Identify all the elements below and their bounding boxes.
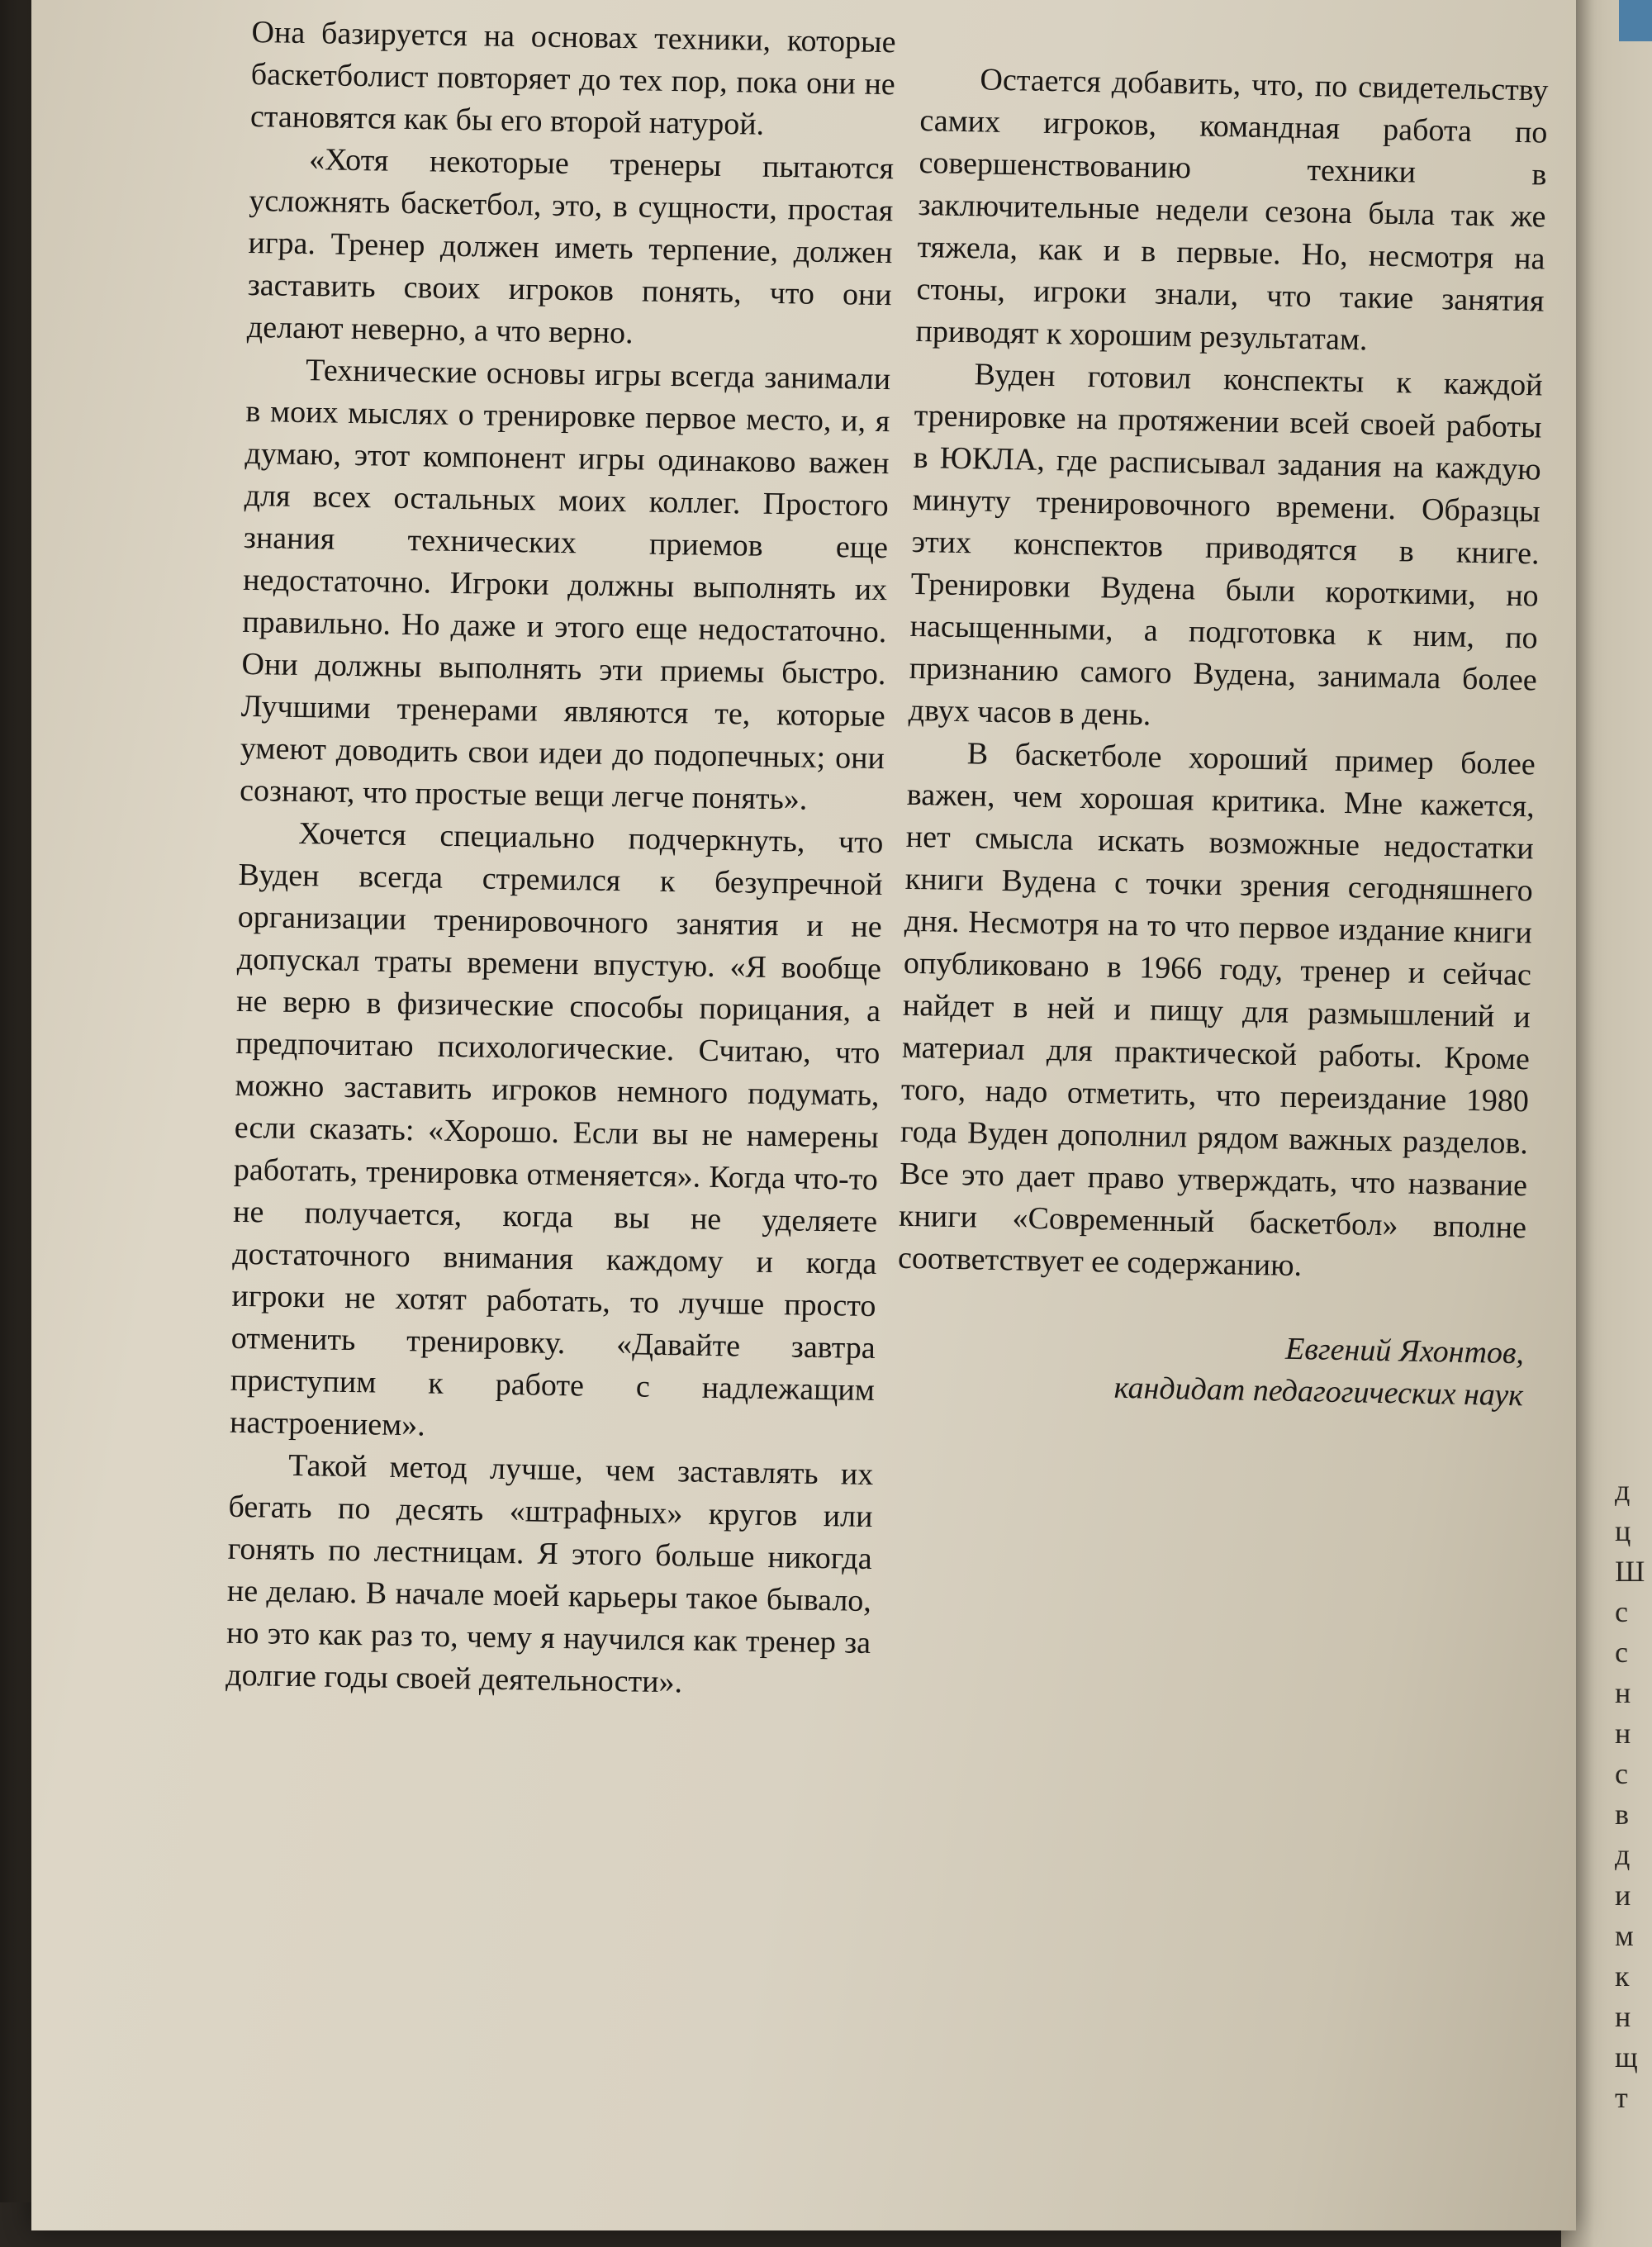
fragment: м bbox=[1615, 1919, 1634, 1952]
fragment: с bbox=[1615, 1636, 1628, 1669]
fragment: Ш bbox=[1615, 1555, 1645, 1588]
fragment: ц bbox=[1615, 1514, 1631, 1547]
paragraph: Хочется специально подчеркнуть, что Вуден всегда стремился к безупречной организации тренировочного занятия и не допускал траты времени впустую. «Я вообще не верю в физические способы порицания, а предпочитаю психологические. Считаю, что можно заставить игроков немного подумать, если сказать: «Хорошо. Если вы не намерены работать, тренировка отменяется». Когда что-то не получается, когда вы не уделяете достаточного внимания каждому и когда игроки не хотят работать, то лучше просто отменить тренировку. «Давайте завтра приступим к работе с надлежащим настроением». bbox=[229, 816, 884, 1443]
fragment: т bbox=[1615, 2081, 1628, 2114]
signature-name: Евгений Яхонтов, bbox=[1284, 1331, 1525, 1371]
right-text-column bbox=[895, 58, 1549, 1417]
paragraph: Технические основы игры всегда занимали в моих мыслях о тренировке первое место, и, я думаю, этот компонент игры одинаково важен для всех остальных моих коллег. Простого знания технических приемов еще недостаточно. Игроки должны выполнять их правильно. Но даже и этого еще недостаточно. Они должны выполнять эти приемы быстро. Лучшими тренерами являются те, которые умеют доводить свои идеи до подопечных; они сознают, что простые вещи легче понять». bbox=[239, 353, 891, 817]
adjacent-page-fragments bbox=[1615, 1470, 1652, 2118]
fragment: в bbox=[1615, 1798, 1629, 1831]
fragment: с bbox=[1615, 1595, 1628, 1628]
signature-title: кандидат педагогических наук bbox=[1113, 1370, 1524, 1413]
blue-corner-object bbox=[1619, 0, 1652, 41]
fragment: д bbox=[1615, 1474, 1631, 1507]
fragment: щ bbox=[1615, 2040, 1638, 2074]
fragment: д bbox=[1615, 1838, 1631, 1871]
paragraph: «Хотя некоторые тренеры пытаются усложнять баскетбол, это, в сущности, простая игра. Тренер должен иметь терпение, должен заставить своих игроков понять, что они делают неверно, а что верно. bbox=[246, 142, 895, 351]
fragment: н bbox=[1615, 1676, 1631, 1709]
fragment: с bbox=[1615, 1757, 1628, 1790]
paragraph: Она базируется на основах техники, которые баскетболист повторяет до тех пор, пока они не становятся как бы его второй натурой. bbox=[249, 14, 896, 142]
paragraph: Такой метод лучше, чем заставлять их бегать по десять «штрафных» кругов или гонять по лестницам. Я этого больше никогда не делаю. В начале моей карьеры такое бывало, но это как раз то, чему я научился как тренер за долгие годы своей деятельности». bbox=[225, 1447, 874, 1700]
fragment: к bbox=[1615, 1960, 1630, 1993]
signature-block bbox=[895, 1321, 1525, 1418]
fragment: и bbox=[1615, 1879, 1631, 1912]
paragraph: Вуден готовил конспекты к каждой тренировке на протяжении всей своей работы в ЮКЛА, где расписывал задания на каждую минуту тренировочного времени. Образцы этих конспектов приводятся в книге. Тренировки Вудена были короткими, но насыщенными, а подготовка к ним, по признанию самого Вудена, занимала более двух часов в день. bbox=[908, 357, 1543, 733]
left-text-column bbox=[225, 12, 896, 1707]
fragment: н bbox=[1615, 1717, 1631, 1750]
paragraph: В баскетболе хороший пример более важен, чем хорошая критика. Мне кажется, нет смысла искать возможные недостатки книги Вудена с точки зрения сегодняшнего дня. Несмотря на то что первое издание книги опубликовано в 1966 году, тренер и сейчас найдет в ней и пищу для размышлений и материал для практической работы. Кроме того, надо отметить, что переиздание 1980 года Вуден дополнил рядом важных разделов. Все это дает право утверждать, что название книги «Современный баскетбол» вполне соответствует ее содержанию. bbox=[897, 736, 1536, 1284]
fragment: н bbox=[1615, 2000, 1631, 2033]
paragraph: Остается добавить, что, по свидетельству самих игроков, командная работа по совершенствованию техники в заключительные недели сезона была так же тяжела, как и в первые. Но, несмотря на стоны, игроки знали, что такие занятия приводят к хорошим результатам. bbox=[915, 62, 1549, 358]
